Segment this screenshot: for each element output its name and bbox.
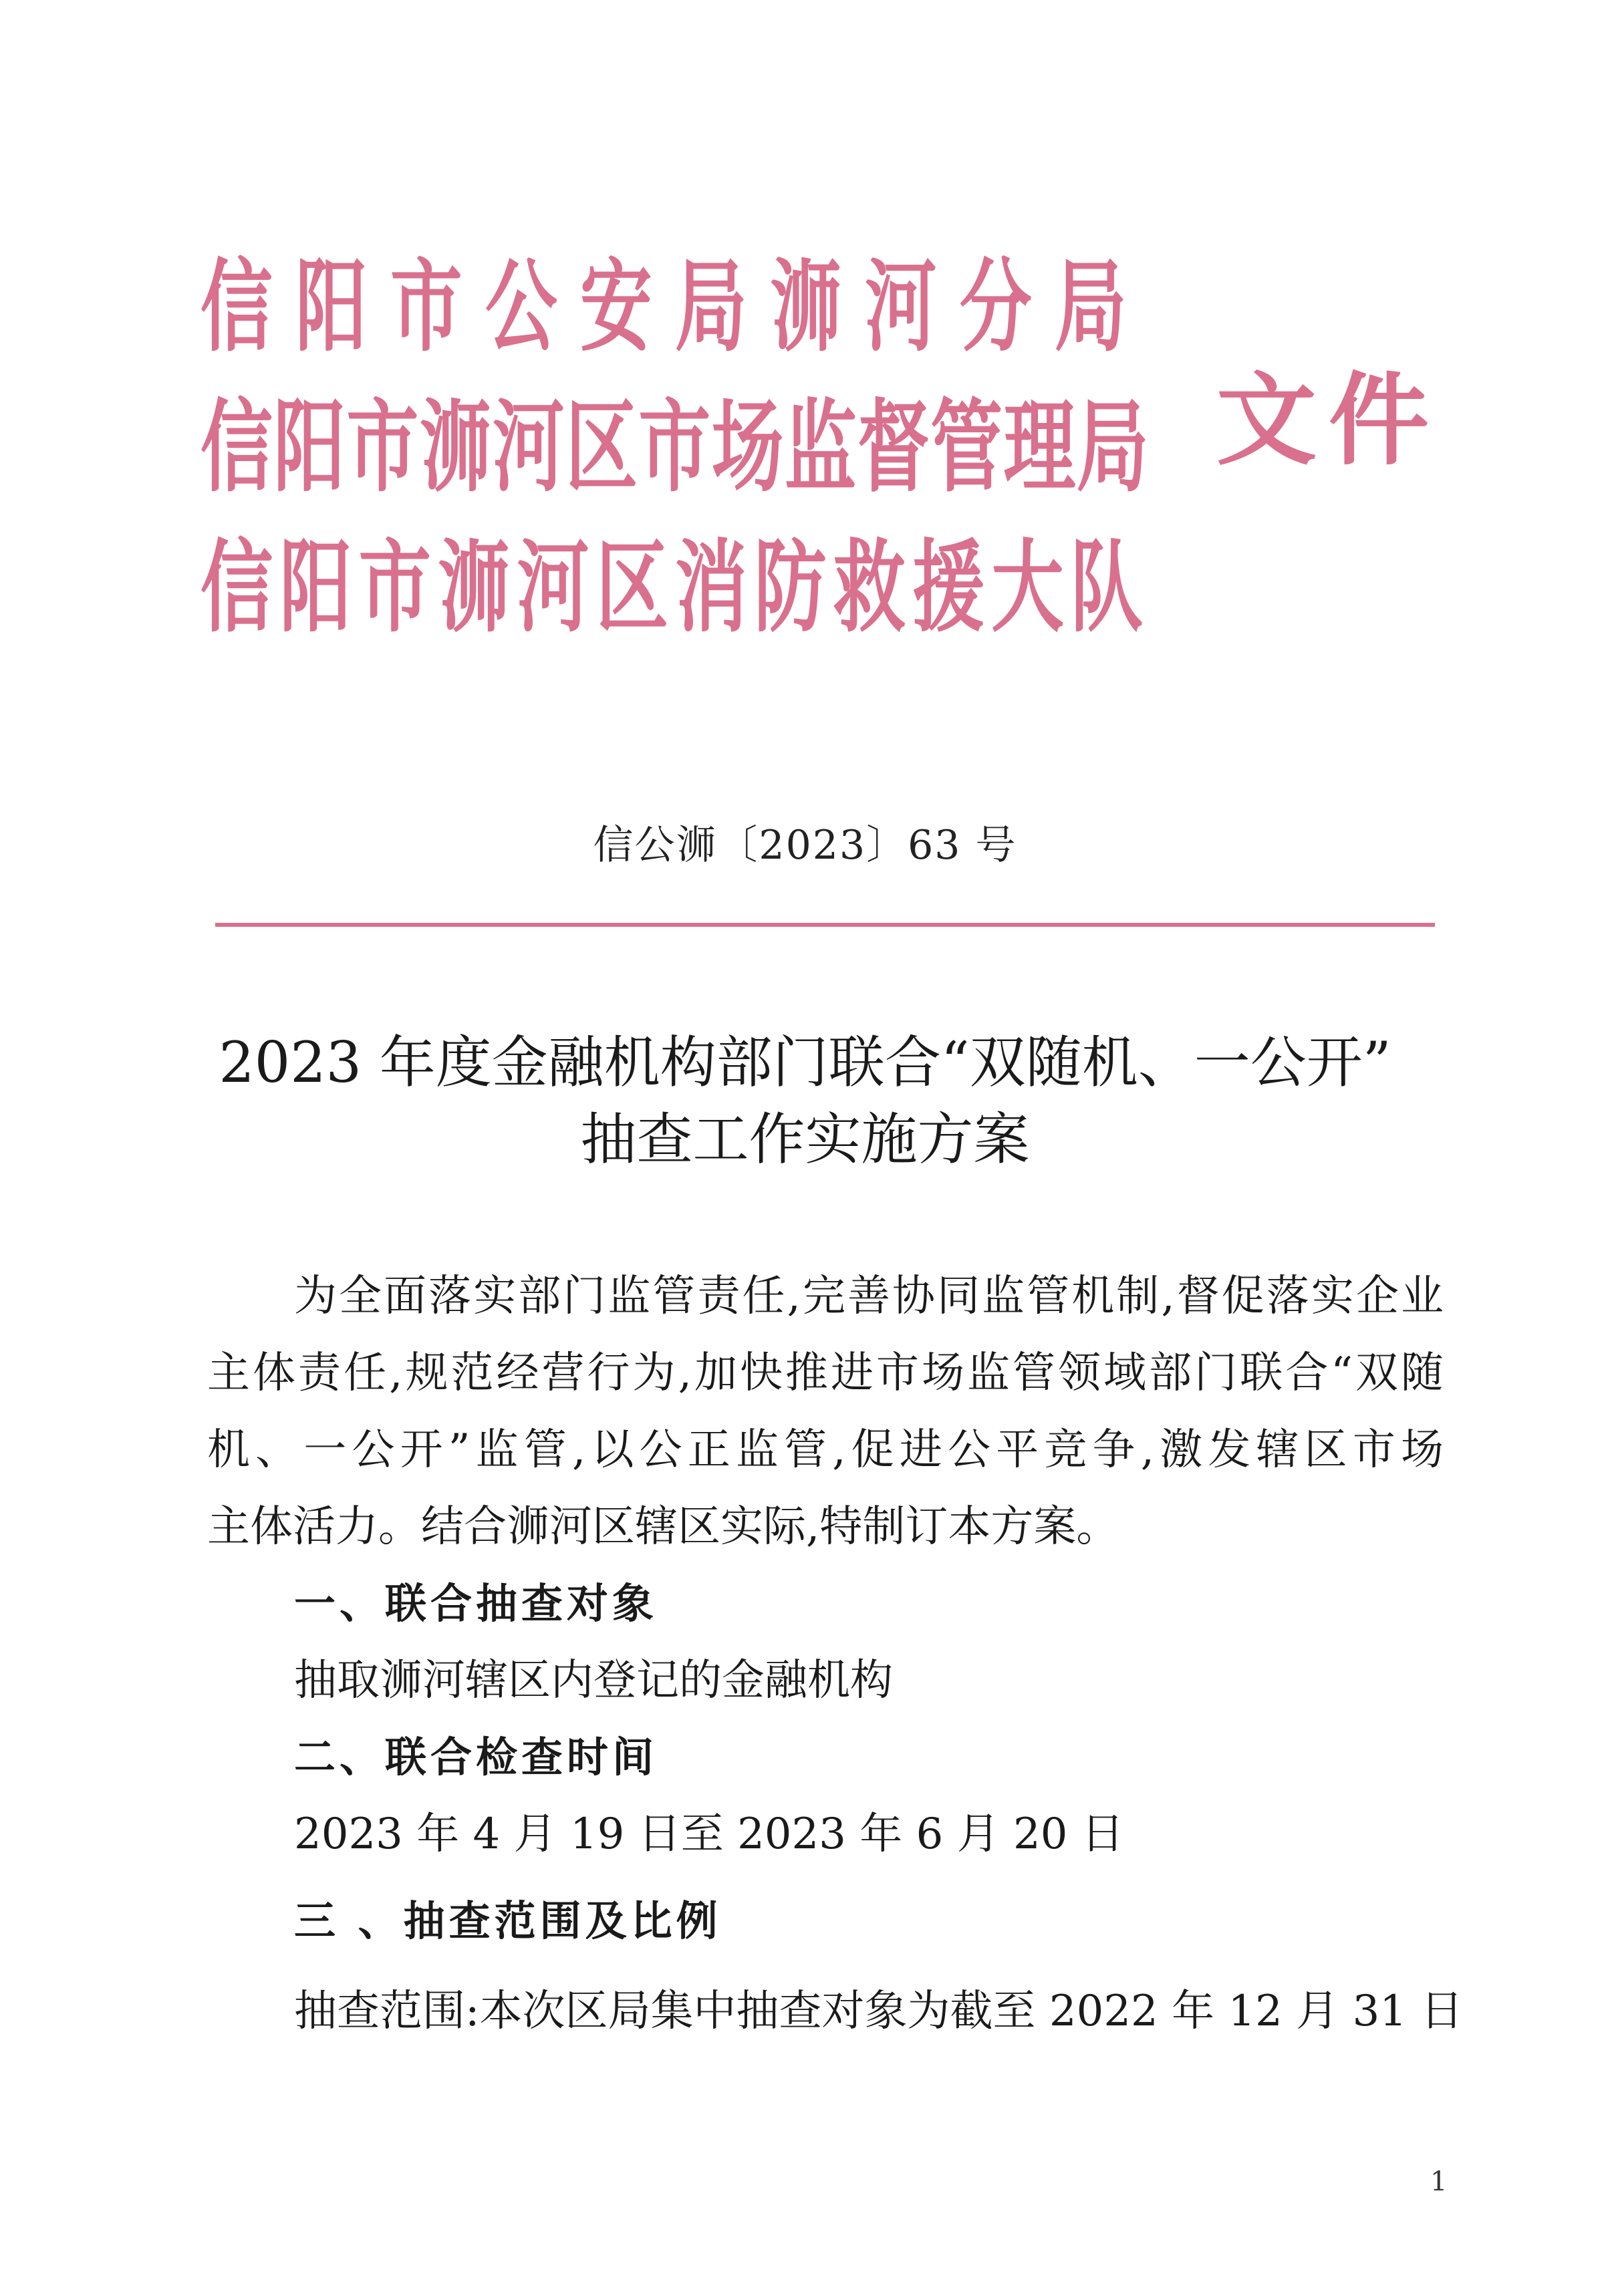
section-body-3: 抽查范围:本次区局集中抽查对象为截至 2022 年 12 月 31 日: [294, 1987, 1464, 2036]
issuing-authorities-header: [200, 247, 1442, 675]
intro-line-2: 主体责任,规范经营行为,加快推进市场监管领域部门联合“双随: [207, 1348, 1444, 1398]
page-number: 1: [1430, 2166, 1448, 2197]
document-title-line-1: 2023 年度金融机构部门联合“双随机、一公开”: [219, 1030, 1391, 1095]
intro-line-4: 主体活力。结合浉河区辖区实际,特制订本方案。: [207, 1502, 1119, 1552]
section-body-2: 2023 年 4 月 19 日至 2023 年 6 月 20 日: [294, 1810, 1124, 1859]
document-title-line-2: 抽查工作实施方案: [580, 1107, 1030, 1172]
red-separator-line: [215, 923, 1435, 927]
section-heading-2: 二、联合检查时间: [294, 1733, 658, 1781]
section-heading-1: 一、联合抽查对象: [294, 1579, 658, 1628]
issuer-fire-rescue-brigade: 信阳市浉河区消防救援大队: [200, 530, 1150, 646]
issuer-market-regulation-bureau: 信阳市浉河区市场监督管理局: [200, 390, 1150, 506]
section-heading-3: 三 、抽查范围及比例: [294, 1896, 722, 1945]
intro-line-3: 机、一公开”监管,以公正监管,促进公平竞争,激发辖区市场: [207, 1425, 1444, 1475]
document-number: 信公浉〔2023〕63 号: [593, 822, 1017, 869]
intro-line-1: 为全面落实部门监管责任,完善协同监管机制,督促落实企业: [294, 1272, 1444, 1321]
document-type-label: 文件: [1216, 363, 1442, 479]
issuer-police-bureau: 信阳市公安局浉河分局: [200, 249, 1150, 366]
section-body-1: 抽取浉河辖区内登记的金融机构: [294, 1656, 893, 1705]
